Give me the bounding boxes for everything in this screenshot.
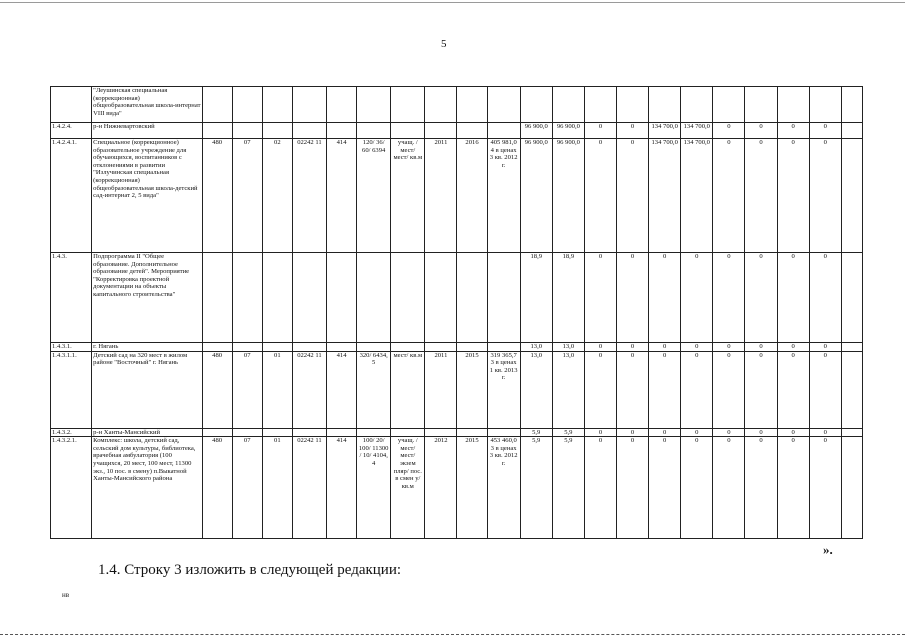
value-cell — [202, 343, 232, 352]
value-cell: 0 — [649, 437, 681, 539]
value-cell: 0 — [809, 343, 841, 352]
value-cell: 0 — [617, 343, 649, 352]
value-cell: 07 — [232, 351, 262, 428]
value-cell: 0 — [713, 343, 745, 352]
value-cell — [292, 343, 326, 352]
value-cell: 0 — [681, 428, 713, 437]
value-cell — [809, 87, 841, 123]
value-cell — [232, 253, 262, 343]
value-cell — [552, 87, 584, 123]
value-cell: 02242 11 — [292, 437, 326, 539]
row-name-cell: Комплекс: школа, детский сад, сельский дом культуры, библиотека, врачебная амбулатория (100 учащихся, 20 мест, 100 мест, 11300 экз., 10 пос. в смену) п.Выкатной Ханты-Мансийского района — [92, 437, 202, 539]
value-cell — [262, 343, 292, 352]
value-cell — [232, 123, 262, 139]
value-cell: 480 — [202, 437, 232, 539]
value-cell: 0 — [777, 123, 809, 139]
value-cell — [232, 428, 262, 437]
value-cell: 96 900,0 — [520, 139, 552, 253]
value-cell — [457, 253, 487, 343]
table-row — [51, 253, 863, 343]
value-cell: 0 — [777, 437, 809, 539]
value-cell: 13,0 — [520, 343, 552, 352]
value-cell — [777, 87, 809, 123]
value-cell: 0 — [745, 428, 777, 437]
row-name-cell: "Леушинская специальная (коррекционная) общеобразовательная школа-интернат VIII вида" — [92, 87, 202, 123]
value-cell — [425, 87, 457, 123]
value-cell: 0 — [745, 253, 777, 343]
value-cell: 2011 — [425, 351, 457, 428]
value-cell: учащ. / мест/ мест/ кв.м — [391, 139, 425, 253]
value-cell: 18,9 — [520, 253, 552, 343]
value-cell — [841, 351, 862, 428]
value-cell: 0 — [745, 139, 777, 253]
value-cell: 13,0 — [520, 351, 552, 428]
value-cell — [357, 428, 391, 437]
row-name-cell: Специальное (коррекционное) образовательное учреждение для обучающихся, воспитанников с отклонениями в развитии "Излучинская специальная (коррекционная) общеобразовательная школа-детский сад-интернат 2, 5 вида" — [92, 139, 202, 253]
value-cell: 0 — [745, 351, 777, 428]
value-cell — [841, 139, 862, 253]
row-number-cell: 1.4.3. — [51, 253, 92, 343]
value-cell: 2015 — [457, 351, 487, 428]
value-cell: 100/ 20/ 100/ 11300 / 10/ 4104, 4 — [357, 437, 391, 539]
value-cell: мест/ кв.м — [391, 351, 425, 428]
value-cell: 2015 — [457, 437, 487, 539]
row-number-cell: 1.4.3.1. — [51, 343, 92, 352]
value-cell: 0 — [584, 351, 616, 428]
value-cell — [841, 87, 862, 123]
value-cell — [327, 87, 357, 123]
value-cell — [425, 123, 457, 139]
value-cell: 0 — [745, 343, 777, 352]
value-cell — [487, 428, 520, 437]
value-cell — [391, 253, 425, 343]
value-cell — [841, 437, 862, 539]
value-cell — [425, 428, 457, 437]
row-name-cell: г. Нягань — [92, 343, 202, 352]
value-cell — [262, 253, 292, 343]
value-cell — [357, 253, 391, 343]
value-cell — [232, 87, 262, 123]
value-cell: 0 — [617, 123, 649, 139]
value-cell — [457, 123, 487, 139]
value-cell — [232, 343, 262, 352]
closing-quote-mark: ». — [823, 542, 833, 557]
value-cell: 5,9 — [552, 437, 584, 539]
value-cell: 0 — [777, 343, 809, 352]
value-cell — [391, 428, 425, 437]
value-cell: 0 — [809, 351, 841, 428]
value-cell — [292, 123, 326, 139]
value-cell — [457, 87, 487, 123]
value-cell: 0 — [649, 343, 681, 352]
value-cell: 0 — [745, 123, 777, 139]
value-cell — [681, 87, 713, 123]
value-cell: 414 — [327, 139, 357, 253]
value-cell: 13,0 — [552, 351, 584, 428]
row-number-cell: 1.4.2.4. — [51, 123, 92, 139]
row-number-cell — [51, 87, 92, 123]
scan-edge-top — [0, 2, 905, 3]
value-cell: 134 700,0 — [681, 123, 713, 139]
table-row — [51, 343, 863, 352]
value-cell: 0 — [713, 253, 745, 343]
page-number: 5 — [441, 38, 447, 50]
table-row — [51, 123, 863, 139]
value-cell — [202, 428, 232, 437]
value-cell — [649, 87, 681, 123]
table-row — [51, 437, 863, 539]
value-cell: 0 — [584, 253, 616, 343]
table-row — [51, 428, 863, 437]
value-cell — [202, 87, 232, 123]
value-cell: 07 — [232, 437, 262, 539]
value-cell: 320/ 6434, 5 — [357, 351, 391, 428]
row-number-cell: 1.4.2.4.1. — [51, 139, 92, 253]
value-cell — [457, 343, 487, 352]
value-cell — [425, 253, 457, 343]
table-row — [51, 351, 863, 428]
row-number-cell: 1.4.3.1.1. — [51, 351, 92, 428]
row-name-cell: р-н Ханты-Мансийский — [92, 428, 202, 437]
value-cell: 0 — [584, 139, 616, 253]
value-cell: 5,9 — [520, 437, 552, 539]
value-cell: 120/ 36/ 60/ 6394 — [357, 139, 391, 253]
value-cell — [292, 87, 326, 123]
value-cell: 02242 11 — [292, 351, 326, 428]
value-cell — [617, 87, 649, 123]
value-cell: 01 — [262, 351, 292, 428]
value-cell: 0 — [649, 428, 681, 437]
value-cell — [457, 428, 487, 437]
row-name-cell: Детский сад на 320 мест в жилом районе "Восточный" г. Нягань — [92, 351, 202, 428]
value-cell: 2016 — [457, 139, 487, 253]
value-cell — [357, 123, 391, 139]
row-number-cell: 1.4.3.2. — [51, 428, 92, 437]
value-cell — [487, 253, 520, 343]
value-cell — [745, 87, 777, 123]
section-instruction: 1.4. Строку 3 изложить в следующей редакции: — [98, 562, 402, 578]
value-cell: 18,9 — [552, 253, 584, 343]
value-cell: 0 — [809, 253, 841, 343]
value-cell: 453 460,0 3 в ценах 3 кв. 2012 г. — [487, 437, 520, 539]
value-cell — [357, 343, 391, 352]
value-cell — [487, 343, 520, 352]
value-cell: 0 — [681, 437, 713, 539]
value-cell: 0 — [713, 428, 745, 437]
table-row — [51, 139, 863, 253]
value-cell: 96 900,0 — [552, 139, 584, 253]
value-cell: 0 — [809, 139, 841, 253]
investment-table — [50, 86, 863, 539]
value-cell — [391, 87, 425, 123]
value-cell — [262, 428, 292, 437]
value-cell: 02 — [262, 139, 292, 253]
value-cell: 480 — [202, 351, 232, 428]
value-cell: 0 — [617, 428, 649, 437]
value-cell — [391, 123, 425, 139]
value-cell: 414 — [327, 351, 357, 428]
value-cell: 0 — [745, 437, 777, 539]
value-cell: 0 — [713, 351, 745, 428]
value-cell — [584, 87, 616, 123]
value-cell — [327, 343, 357, 352]
value-cell: 0 — [584, 123, 616, 139]
value-cell: 5,9 — [552, 428, 584, 437]
value-cell — [713, 87, 745, 123]
value-cell — [520, 87, 552, 123]
value-cell — [487, 87, 520, 123]
value-cell: 480 — [202, 139, 232, 253]
value-cell — [292, 253, 326, 343]
value-cell: 0 — [617, 253, 649, 343]
value-cell — [841, 123, 862, 139]
value-cell: 5,9 — [520, 428, 552, 437]
value-cell: 414 — [327, 437, 357, 539]
row-name-cell: р-н Нижневартовский — [92, 123, 202, 139]
value-cell: 0 — [649, 253, 681, 343]
value-cell: 0 — [617, 351, 649, 428]
value-cell: 0 — [777, 428, 809, 437]
value-cell: 0 — [584, 428, 616, 437]
value-cell: 0 — [809, 123, 841, 139]
value-cell: 134 700,0 — [681, 139, 713, 253]
value-cell: 405 981,0 4 в ценах 3 кв. 2012 г. — [487, 139, 520, 253]
value-cell: 96 900,0 — [520, 123, 552, 139]
value-cell: 96 900,0 — [552, 123, 584, 139]
table-row — [51, 87, 863, 123]
value-cell — [327, 428, 357, 437]
value-cell — [262, 87, 292, 123]
value-cell: 2012 — [425, 437, 457, 539]
value-cell: 0 — [584, 343, 616, 352]
value-cell: 0 — [617, 437, 649, 539]
value-cell — [202, 253, 232, 343]
value-cell: 0 — [681, 351, 713, 428]
value-cell — [841, 253, 862, 343]
value-cell: 0 — [777, 139, 809, 253]
value-cell: 0 — [777, 351, 809, 428]
value-cell: 13,0 — [552, 343, 584, 352]
value-cell: 0 — [617, 139, 649, 253]
value-cell: 02242 11 — [292, 139, 326, 253]
value-cell: 0 — [713, 437, 745, 539]
value-cell: 07 — [232, 139, 262, 253]
value-cell: учащ. / мест/ мест/ экзем пляр/ пос. в смен у/ кв.м — [391, 437, 425, 539]
value-cell: 134 700,0 — [649, 139, 681, 253]
value-cell: 0 — [681, 343, 713, 352]
value-cell: 0 — [681, 253, 713, 343]
value-cell: 0 — [649, 351, 681, 428]
value-cell — [357, 87, 391, 123]
scan-edge-bottom — [0, 634, 905, 635]
value-cell — [841, 428, 862, 437]
value-cell: 0 — [809, 428, 841, 437]
value-cell: 134 700,0 — [649, 123, 681, 139]
value-cell — [487, 123, 520, 139]
footer-mark: нв — [62, 591, 70, 599]
row-number-cell: 1.4.3.2.1. — [51, 437, 92, 539]
value-cell: 0 — [809, 437, 841, 539]
value-cell — [292, 428, 326, 437]
value-cell: 0 — [584, 437, 616, 539]
value-cell — [262, 123, 292, 139]
value-cell — [327, 253, 357, 343]
value-cell — [425, 343, 457, 352]
value-cell: 0 — [713, 139, 745, 253]
value-cell — [391, 343, 425, 352]
value-cell — [202, 123, 232, 139]
value-cell: 01 — [262, 437, 292, 539]
value-cell: 319 365,7 3 в ценах 1 кв. 2013 г. — [487, 351, 520, 428]
value-cell — [841, 343, 862, 352]
value-cell — [327, 123, 357, 139]
row-name-cell: Подпрограмма II "Общее образование. Дополнительное образование детей". Мероприятие "Корректировка проектной документации на объекты капитального строительства" — [92, 253, 202, 343]
value-cell: 2011 — [425, 139, 457, 253]
value-cell: 0 — [713, 123, 745, 139]
value-cell: 0 — [777, 253, 809, 343]
